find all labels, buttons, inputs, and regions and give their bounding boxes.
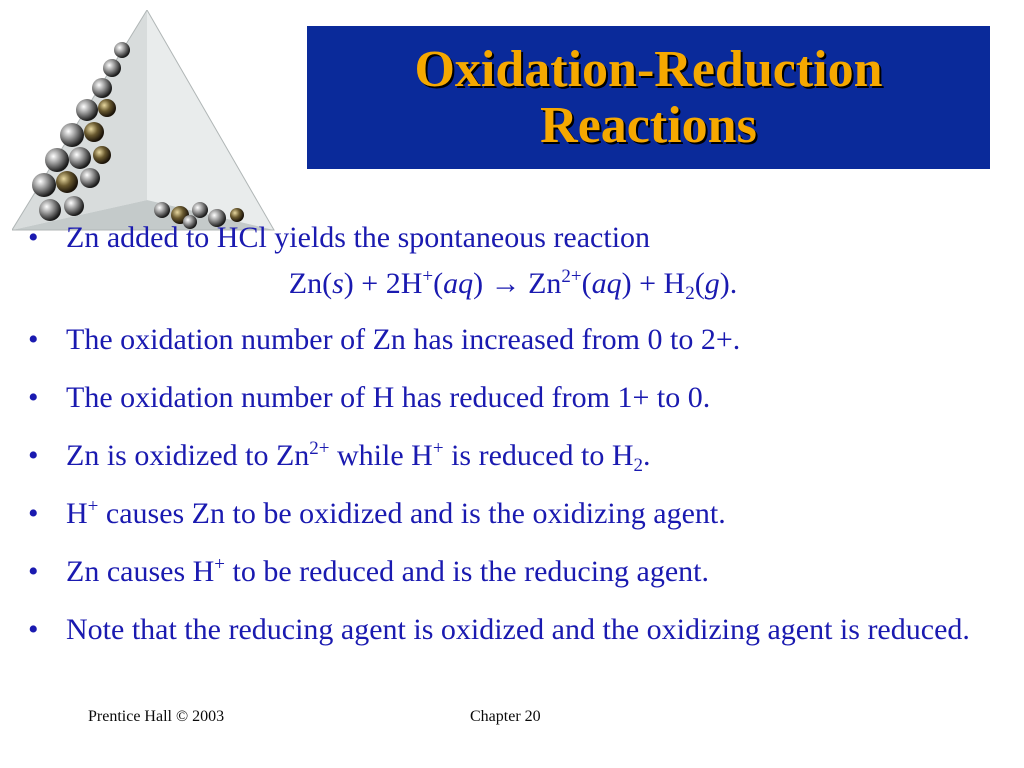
bullet-item	[28, 320, 998, 360]
title-banner	[307, 26, 990, 169]
bullet-text: H+ causes Zn to be oxidized and is the oxidizing agent.	[66, 496, 726, 530]
slide-title-line2: Reactions	[540, 96, 757, 154]
bullet-marker: •	[28, 555, 39, 588]
bullet-marker: •	[28, 323, 39, 356]
bullet-item	[28, 218, 998, 258]
bullet-marker: •	[28, 381, 39, 414]
bullet-text: The oxidation number of H has reduced from 1+ to 0.	[66, 381, 711, 414]
bullet-item	[28, 552, 998, 592]
bullet-text: Zn causes H+ to be reduced and is the reducing agent.	[66, 554, 709, 588]
bullet-text: Zn added to HCl yields the spontaneous reaction	[66, 221, 651, 254]
bullet-text: The oxidation number of Zn has increased from 0 to 2+.	[66, 323, 741, 356]
bullet-list	[28, 218, 998, 668]
bullet-item	[28, 378, 998, 418]
footer-chapter: Chapter 20	[470, 708, 541, 725]
bullet-text: Zn is oxidized to $Zn^{2+}$ while H+ is reduced to $H_2$.	[66, 438, 651, 476]
bullet-marker: •	[28, 221, 39, 254]
bullet-marker: •	[28, 613, 39, 646]
slide-title-line1: Oxidation-Reduction	[414, 40, 883, 98]
bullet-text: Note that the reducing agent is oxidized and the oxidizing agent is reduced.	[66, 613, 970, 646]
bullet-marker: •	[28, 497, 39, 530]
footer-copyright: Prentice Hall © 2003	[88, 708, 225, 725]
bullet-item	[28, 610, 998, 650]
bullet-marker: •	[28, 439, 39, 472]
bullet-item	[28, 494, 998, 534]
molecule-pyramid-icon	[12, 10, 282, 240]
bullet-item	[28, 436, 998, 476]
reaction-equation: $Zn(s) + 2H^+(aq) \to Zn^{2+}(aq) + H_2(g)$.	[288, 266, 738, 304]
